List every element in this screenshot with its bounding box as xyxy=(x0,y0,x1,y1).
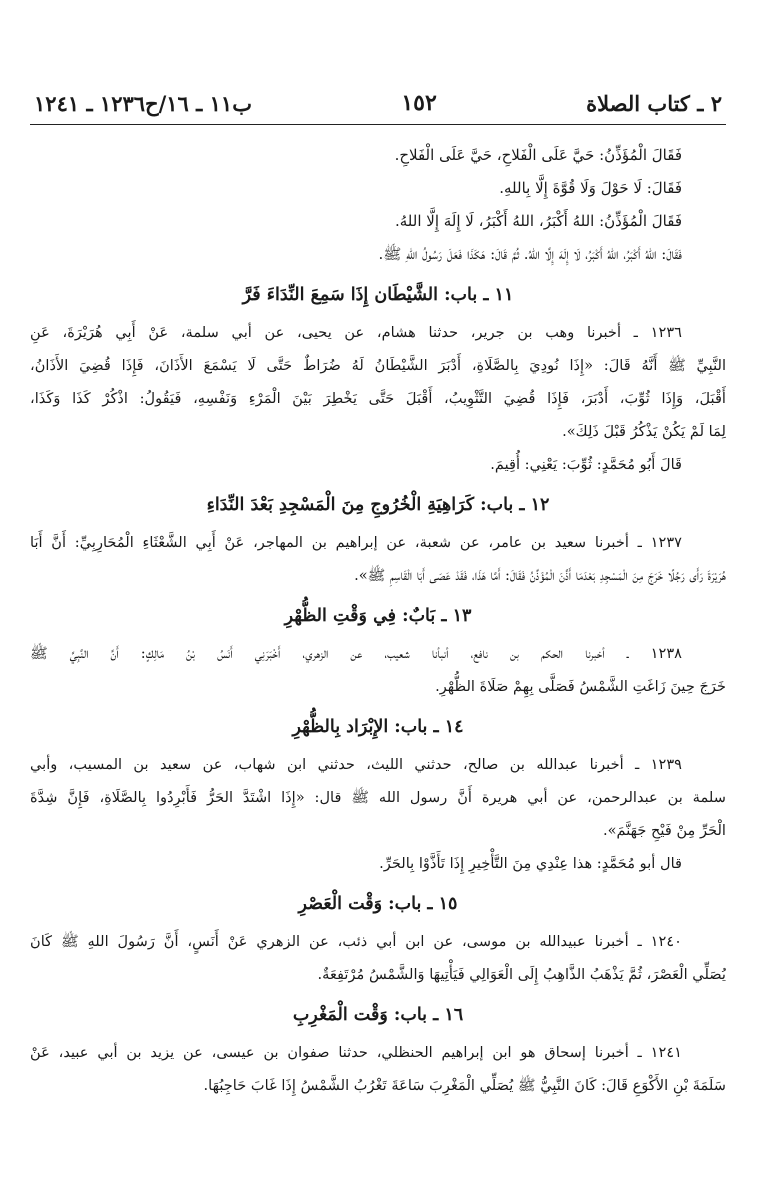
chapter-heading-15: ١٥ ـ باب: وَقْت الْعَصْرِ xyxy=(298,894,458,914)
chapter-heading-11: ١١ ـ باب: الشَّيْطَان إِذَا سَمِعَ النِّدَاءَ فَرَّ xyxy=(242,285,514,305)
hadith-line: سلمة بن عبدالرحمن، عن أبي هريرة أَنَّ رسول الله ﷺ قال: «إِذَا اشْتَدَّ الحَرُّ فَأَبْرِدُوا بِالصَّلَاةِ، فَإِنَّ شِدَّةَ xyxy=(30,789,726,806)
page-number: ١٥٢ xyxy=(401,90,437,116)
book-page xyxy=(30,86,726,1104)
hadith-line: لِمَا لَمْ يَكُنْ يَذْكُرُ قَبْلَ ذَلِكَ». xyxy=(562,423,726,440)
hadith-1241 xyxy=(30,1036,726,1102)
text-line: فَقَالَ: اللهُ أَكْبَرُ، اللهُ أَكْبَرُ، لَا إِلَهَ إِلَّا اللهُ. ثُمَّ قَالَ: هَكَذَا فَعَلَ رَسُولُ اللهِ ﷺ. xyxy=(378,245,682,263)
text-line: فَقَالَ: لَا حَوْلَ وَلَا قُوَّةَ إِلَّا بِاللهِ. xyxy=(499,179,682,197)
chapter-heading-14: ١٤ ـ باب: الإِبْرَاد بِالظُّهْرِ xyxy=(292,717,464,737)
chapter-heading-16: ١٦ ـ باب: وَقْت الْمَغْرِبِ xyxy=(292,1005,464,1025)
hadith-1239 xyxy=(30,748,726,880)
hadith-line: ١٢٣٩ ـ أخبرنا عبدالله بن صالح، حدثني الليث، حدثني ابن شهاب، عن سعيد بن المسيب، وأبي xyxy=(30,756,682,773)
hadith-line: ١٢٣٦ ـ أخبرنا وهب بن جرير، حدثنا هشام، عن يحيى، عن أبي سلمة، عَنْ أَبِي هُرَيْرَةَ، عَنِ xyxy=(30,324,682,341)
hadith-line: هُرَيْرَةَ رَأَى رَجُلًا خَرَجَ مِنَ الْمَسْجِدِ بَعْدَمَا أَذَّنَ الْمُؤَذِّنُ فَقَالَ: أَمَّا هَذَا، فَقَدْ عَصَى أَبَا الْقَاسِمِ ﷺ». xyxy=(354,567,726,584)
hadith-1240 xyxy=(30,925,726,991)
hadith-1236 xyxy=(30,316,726,481)
hadith-line: أَقْبَلَ، وَإِذَا ثُوِّبَ، أَدْبَرَ، فَإِذَا قُضِيَ التَّثْوِيبُ، أَقْبَلَ حَتَّى يَخْطِرَ بَيْنَ الْمَرْءِ وَنَفْسِهِ، فَيَقُولُ: اذْكُرْ كَذَا وَكَذَا، xyxy=(30,390,726,407)
hadith-line: ١٢٤٠ ـ أخبرنا عبيدالله بن موسى، عن ابن أبي ذئب، عن الزهري عَنْ أَنَسٍ، أَنَّ رَسُولَ اللهِ ﷺ كَانَ xyxy=(30,933,682,950)
chapter-hadith-range: ب١١ ـ ١٦/ح١٢٣٦ ـ ١٢٤١ xyxy=(34,90,252,116)
previous-hadith-continuation xyxy=(30,139,726,271)
hadith-line: خَرَجَ حِينَ زَاغَتِ الشَّمْسُ فَصَلَّى بِهِمْ صَلَاةَ الظُّهْرِ. xyxy=(435,678,726,695)
hadith-1237 xyxy=(30,526,726,592)
hadith-line: يُصَلِّي الْعَصْرَ، ثُمَّ يَذْهَبُ الذَّاهِبُ إِلَى الْعَوَالِي فَيَأْتِيهَا وَالشَّمْسُ مُرْتَفِعَةٌ. xyxy=(317,966,726,983)
hadith-1238 xyxy=(30,637,726,703)
author-note: قال أبو مُحَمَّدٍ: هذا عِنْدِي مِنَ التَّأْخِيرِ إِذَا تَأَذَّوْا بِالحَرِّ. xyxy=(379,855,682,872)
hadith-line: ١٢٣٧ ـ أخبرنا سعيد بن عامر، عن شعبة، عن إبراهيم بن المهاجر، عَنْ أَبِي الشَّعْثَاءِ الْمُحَارِبِيِّ: أَنَّ أَبَا xyxy=(30,534,682,551)
chapter-heading-13: ١٣ ـ بَابٌ: فِي وَقْتِ الظُّهْرِ xyxy=(284,606,472,626)
hadith-line: الْحَرِّ مِنْ فَيْحِ جَهَنَّمَ». xyxy=(602,822,726,839)
text-line: فَقَالَ الْمُؤَذِّنُ: اللهُ أَكْبَرُ، اللهُ أَكْبَرُ، لَا إِلَهَ إِلَّا اللهُ. xyxy=(394,212,682,230)
chapter-heading-12: ١٢ ـ باب: كَرَاهِيَةِ الْخُرُوجِ مِنَ الْمَسْجِدِ بَعْدَ النِّدَاءِ xyxy=(206,495,550,515)
book-title: ٢ ـ كتاب الصلاة xyxy=(586,90,722,116)
text-line: فَقَالَ الْمُؤَذِّنُ: حَيَّ عَلَى الْفَلاحِ، حَيَّ عَلَى الْفَلاحِ. xyxy=(394,146,682,164)
hadith-line: ١٢٤١ ـ أخبرنا إسحاق هو ابن إبراهيم الحنظلي، حدثنا صفوان بن عيسى، عن يزيد بن أبي عبيد، عَنْ xyxy=(30,1044,682,1061)
running-header xyxy=(30,86,726,125)
hadith-line: النَّبِيِّ ﷺ أَنَّهُ قَالَ: «إِذَا نُودِيَ بِالصَّلَاةِ، أَدْبَرَ الشَّيْطَانُ لَهُ ضُرَاطٌ حَتَّى لَا يَسْمَعَ الأَذَانَ، فَإِذَا قُضِيَ الأَذَانُ، xyxy=(30,357,726,374)
author-note: قَالَ أَبُو مُحَمَّدٍ: ثُوِّبَ: يَعْنِي: أُقِيمَ. xyxy=(490,456,682,473)
hadith-line: سَلَمَةَ بْنِ الأَكْوَعِ قَالَ: كَانَ النَّبِيُّ ﷺ يُصَلِّي الْمَغْرِبَ سَاعَةَ تَغْرُبُ الشَّمْسُ إِذَا غَابَ حَاجِبُهَا. xyxy=(203,1077,726,1094)
hadith-line: ١٢٣٨ ـ أخبرنا الحكم بن نافع، أنبأنا شعيب، عن الزهري، أَخْبَرَنِي أَنَسُ بْنُ مَالِكٍ: أَنَّ النَّبِيَّ ﷺ xyxy=(30,645,682,662)
